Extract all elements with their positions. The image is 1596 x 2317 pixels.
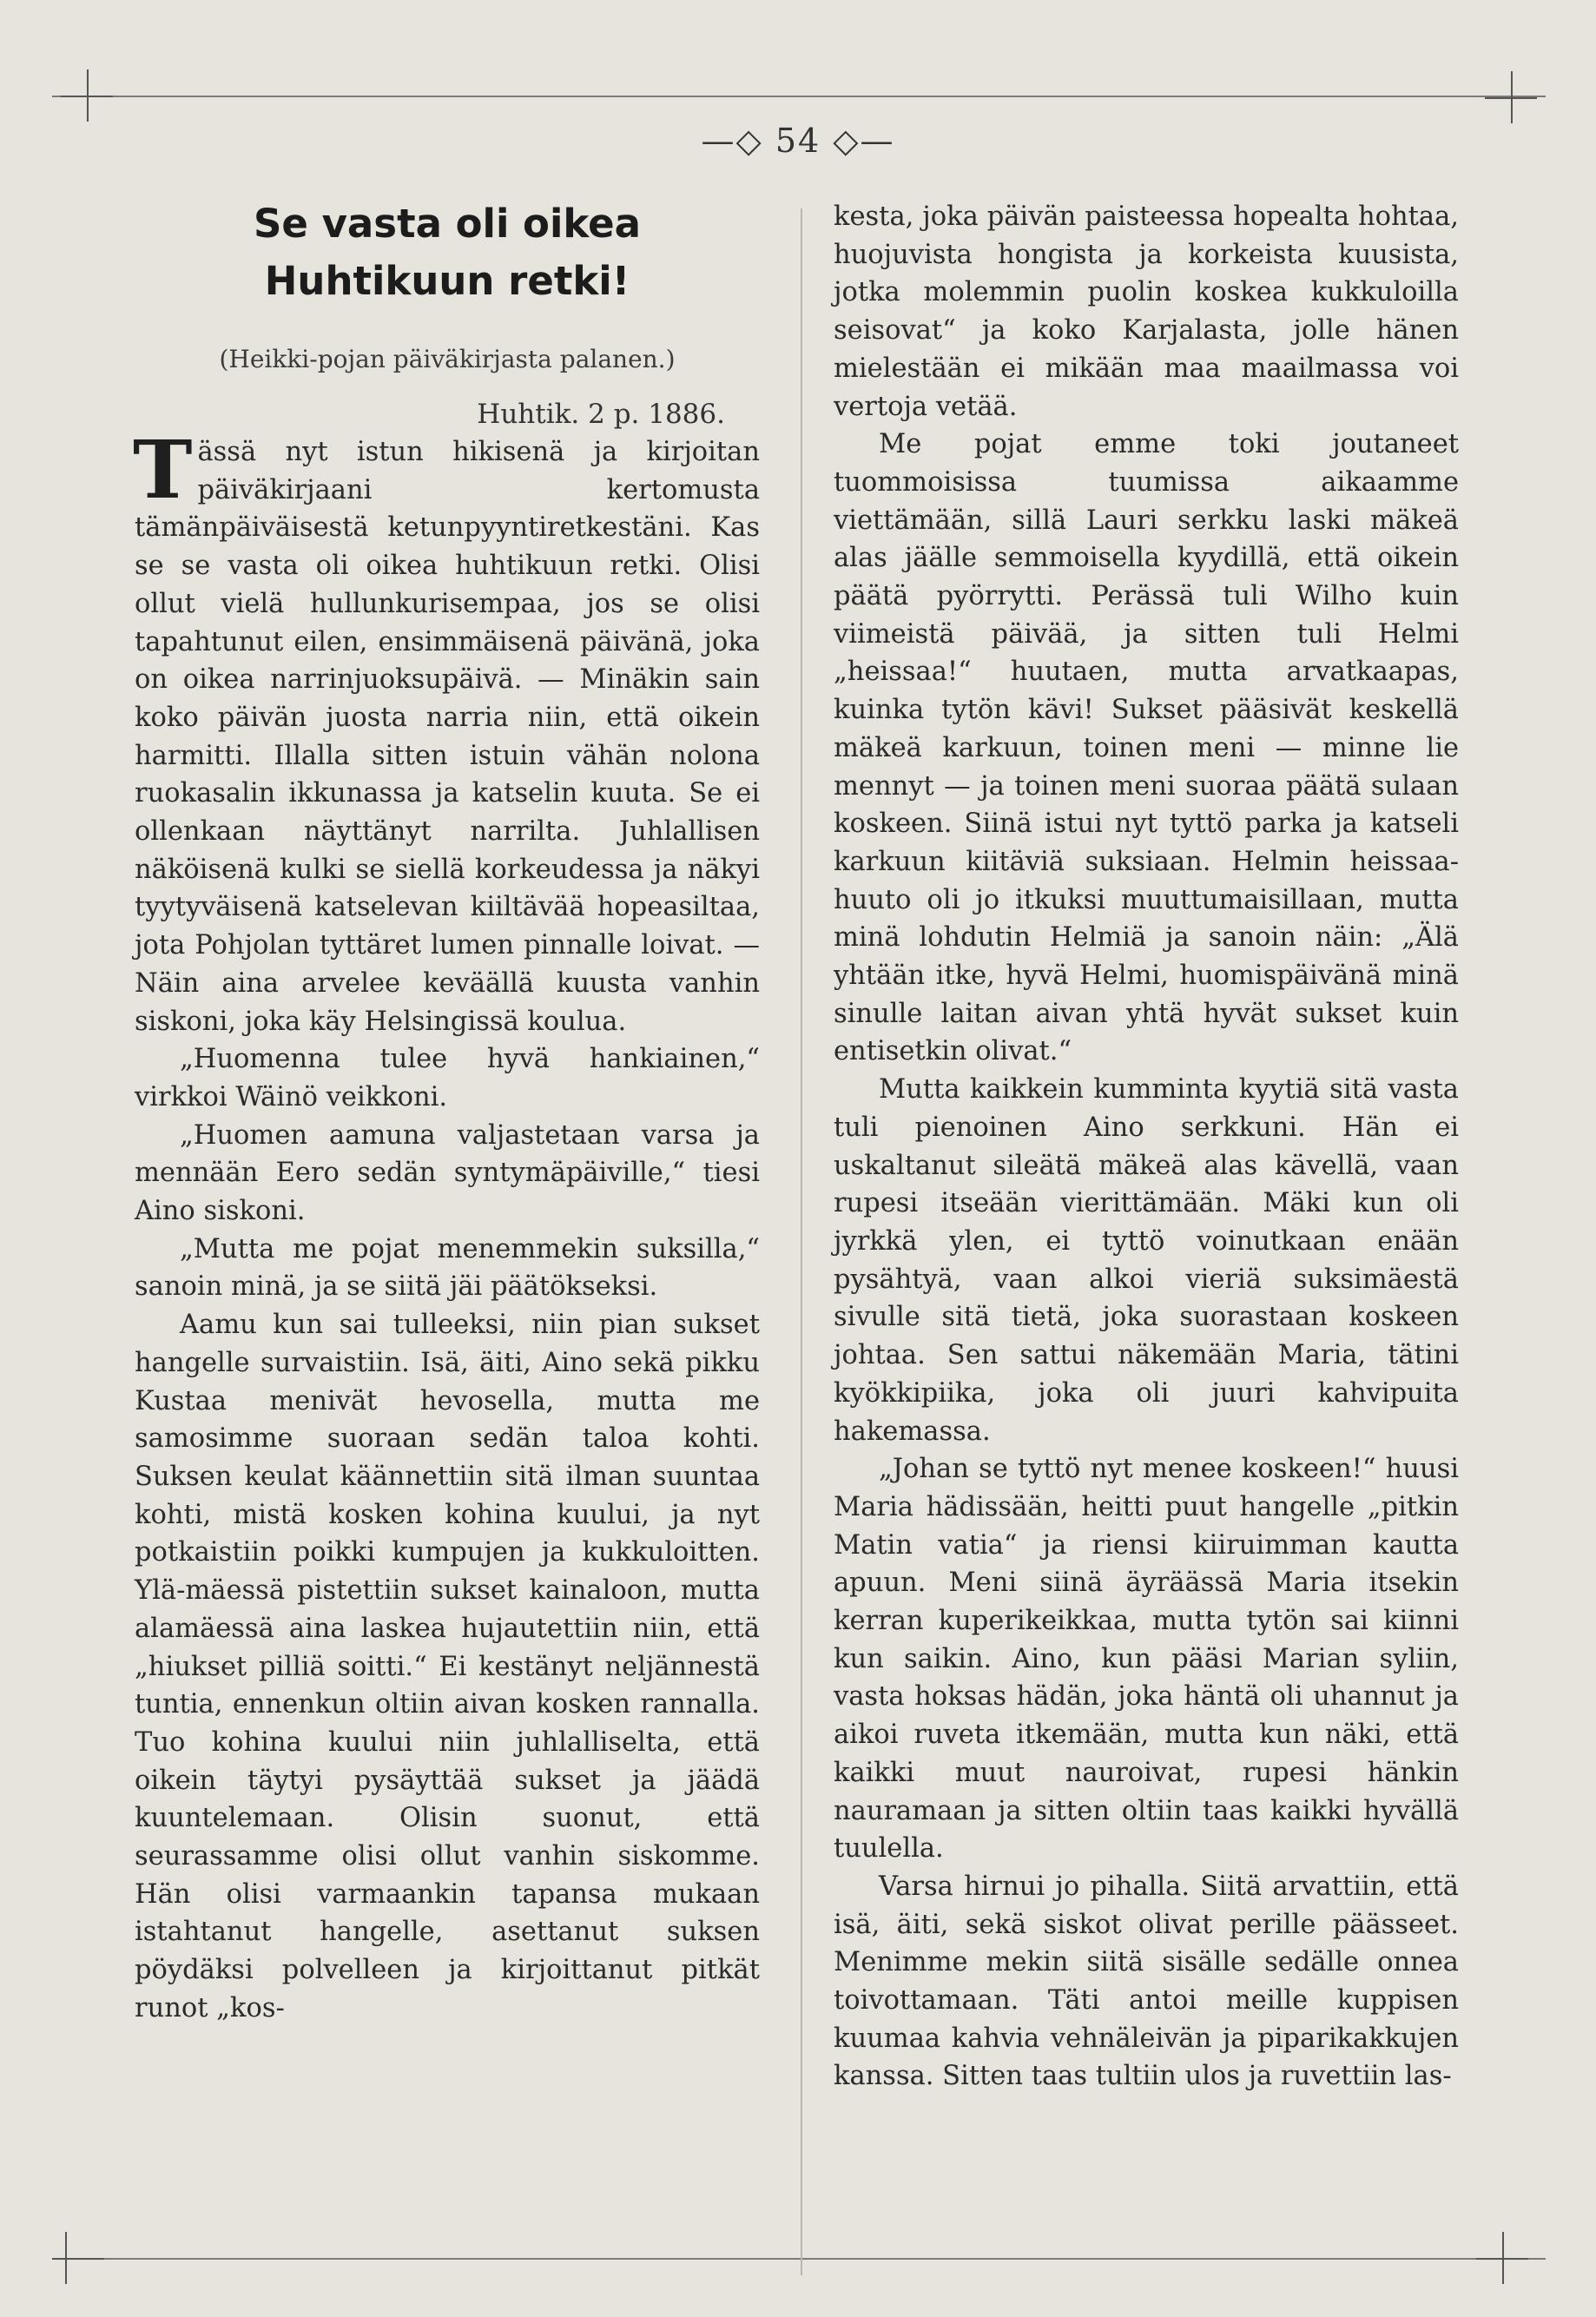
drop-cap: T xyxy=(133,423,193,517)
paragraph: Mutta kaikkein kumminta kyytiä sitä vasta tuli pienoinen Aino serkkuni. Hän ei uskaltanut sileätä mäkeä alas kävellä, vaan rupesi itseään vierittämään. Mäki kun oli jyrkkä ylen, ei tyttö voinutkaan enään pysähtyä, vaan alkoi vieriä suksimäestä sivulle sitä tietä, joka suorastaan koskeen johtaa. Sen sattui näkemään Maria, tätini kyökkipiika, joka oli juuri kahvipuita hakemassa. xyxy=(834,1074,1459,1447)
crop-mark-bottom-left xyxy=(52,2258,104,2260)
right-column xyxy=(834,198,1459,2096)
page-number: 54 xyxy=(775,122,821,160)
column-divider xyxy=(801,208,802,2275)
paragraph: „Huomenna tulee hyvä hankiainen,“ virkkoi Wäinö veikkoni. xyxy=(135,1044,760,1112)
paragraph: „Mutta me pojat menemmekin suksilla,“ sanoin minä, ja se siitä jäi päätökseksi. xyxy=(135,1233,760,1303)
paragraph: „Johan se tyttö nyt menee koskeen!“ huusi Maria hädissään, heitti puut hangelle „pitkin Matin vatia“ ja riensi kiiruimman kautta apuun. Meni siinä äyräässä Maria itsekin kerran kuperikeikkaa, mutta tytön sai kiinni kun saikin. Aino, kun pääsi Marian syliin, vasta hoksas hädän, joka häntä oli uhannut ja aikoi ruveta itkemään, mutta kun näki, että kaikki muut nauroivat, rupesi hänkin nauramaan ja sitten oltiin taas kaikki hyvällä tuulella. xyxy=(834,1454,1459,1865)
article-title: Se vasta oli oikea Huhtikuun retki! xyxy=(253,201,641,304)
paragraph: „Huomen aamuna valjastetaan varsa ja mennään Eero sedän syntymäpäiville,“ tiesi Aino siskoni. xyxy=(135,1119,760,1227)
crop-mark-bottom-left-v xyxy=(65,2232,67,2284)
page-number-header xyxy=(0,122,1596,160)
top-rule xyxy=(52,96,1546,97)
crop-mark-top-left-v xyxy=(87,69,89,122)
paragraph: kesta, joka päivän paisteessa hopealta hohtaa, huojuvista hongista ja korkeista kuusista, jotka molemmin puolin koskea kukkuloilla seisovat“ ja koko Karjalasta, jolle hänen mielestään ei mikään maa maailmassa voi vertoja vetää. xyxy=(834,201,1459,422)
paragraph: Aamu kun sai tulleeksi, niin pian sukset hangelle survaistiin. Isä, äiti, Aino sekä pikku Kustaa menivät hevosella, mutta me samosimme suoraan sedän taloa kohti. Suksen keulat käännettiin sitä ilman suuntaa kohti, mistä kosken kohina kuului, ja nyt potkaistiin poikki kumpujen ja kukkuloitten. Ylä-mäessä pistettiin sukset kainaloon, mutta alamäessä aina laskea hujautettiin niin, että „hiukset pilliä soitti.“ Ei kestänyt neljännestä tuntia, ennenkun oltiin aivan kosken rannalla. Tuo kohina kuului niin juhlalliselta, että oikein täytyi pysäyttää sukset ja jäädä kuuntelemaan. Olisin suonut, että seurassamme olisi ollut vanhin siskomme. Hän olisi varmaankin tapansa mukaan istahtanut hangelle, asettanut suksen pöydäksi polvelleen ja kirjoittanut pitkät runot „kos- xyxy=(135,1310,760,2023)
bottom-rule xyxy=(52,2258,1546,2260)
paragraph: Varsa hirnui jo pihalla. Siitä arvattiin, että isä, äiti, sekä siskot olivat perille päässeet. Menimme mekin siitä sisälle sedälle onnea toivottamaan. Täti antoi meille kuppisen kuumaa kahvia vehnäleivän ja piparikakkujen kanssa. Sitten taas tultiin ulos ja ruvettiin las- xyxy=(834,1871,1459,2092)
paragraph: Me pojat emme toki joutaneet tuommoisissa tuumissa aikaamme viettämään, sillä Lauri serkku laski mäkeä alas jäälle semmoisella kyydillä, että oikein päätä pyörrytti. Perässä tuli Wilho kuin viimeistä päivää, ja sitten tuli Helmi „heissaa!“ huutaen, mutta arvatkaapas, kuinka tytön kävi! Sukset pääsivät keskellä mäkeä karkuun, toinen meni — minne lie mennyt — ja toinen meni suoraa päätä sulaan koskeen. Siinä istui nyt tyttö parka ja katseli karkuun kiitäviä suksiaan. Helmin heissaa-huuto oli jo itkuksi muuttumaisillaan, mutta minä lohdutin Helmiä ja sanoin näin: „Älä yhtään itke, hyvä Helmi, huomispäivänä minä sinulle laitan aivan yhtä hyvät sukset kuin entisetkin olivat.“ xyxy=(834,429,1459,1067)
article-dateline: Huhtik. 2 p. 1886. xyxy=(477,399,725,430)
page-number-ornament-right: ◇— xyxy=(833,122,895,160)
paragraph-text: ässä nyt istun hikisenä ja kirjoitan päiväkirjaani kertomusta tämänpäiväisestä ketunpyyntiretkestäni. Kas se se vasta oli oikea huhtikuun retki. Olisi ollut vielä hullunkurisempaa, jos se olisi tapahtunut eilen, ensimmäisenä päivänä, joka on oikea narrinjuoksupäivä. — Minäkin sain koko päivän juosta narria niin, että oikein harmitti. Illalla sitten istuin vähän nolona ruokasalin ikkunassa ja katselin kuuta. Se ei ollenkaan näyttänyt narrilta. Juhlallisen näköisenä kulki se siellä korkeudessa ja näkyi tyytyväisenä katselevan kiiltävää hopeasiltaa, jota Pohjolan tyttäret lumen pinnalle loivat. — Näin aina arvelee keväällä kuusta vanhin siskoni, joka käy Helsingissä koulua. xyxy=(135,437,760,1037)
crop-mark-bottom-right-v xyxy=(1502,2232,1504,2284)
left-column xyxy=(135,195,760,2028)
page-number-ornament-left: —◇ xyxy=(701,122,763,160)
crop-mark-top-right-v xyxy=(1511,71,1513,123)
article-subtitle: (Heikki-pojan päiväkirjasta palanen.) xyxy=(219,345,676,373)
paragraph xyxy=(133,423,760,1040)
